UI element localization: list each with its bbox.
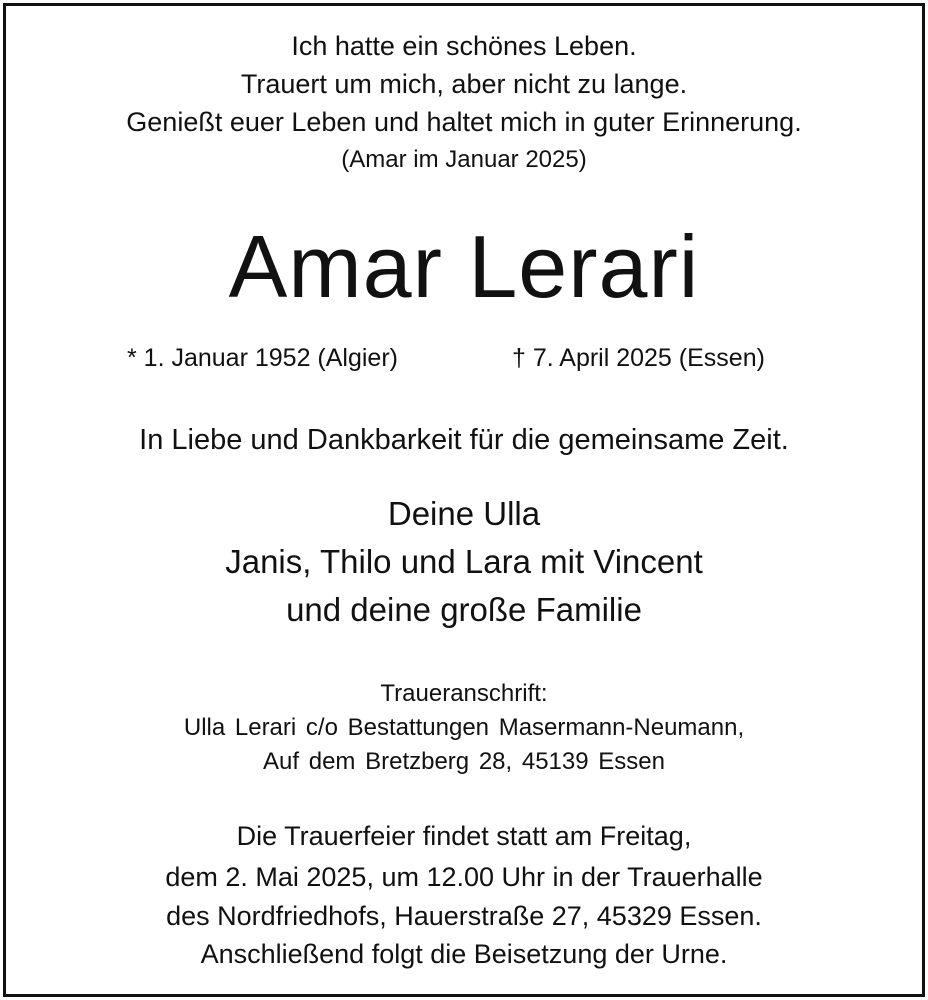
address-line-2: Auf dem Bretzberg 28, 45139 Essen (263, 748, 665, 775)
ceremony-line-1: Die Trauerfeier findet statt am Freitag, (236, 821, 692, 851)
address-heading: Traueranschrift: (380, 680, 548, 707)
poem-line-2: Trauert um mich, aber nicht zu lange. (240, 69, 688, 99)
ceremony-line-4: Anschließend folgt die Beisetzung der Urne. (200, 939, 728, 969)
poem-line-1: Ich hatte ein schönes Leben. (291, 31, 637, 61)
birth-date: * 1. Januar 1952 (Algier) (127, 344, 398, 372)
ceremony-line-3: des Nordfriedhofs, Hauerstraße 27, 45329 Essen. (166, 901, 762, 931)
family-line-1: Deine Ulla (387, 495, 541, 532)
address-line-1: Ulla Lerari c/o Bestattungen Masermann-Neumann, (183, 714, 745, 741)
poem-signature: (Amar im Januar 2025) (341, 146, 587, 173)
ceremony-line-2: dem 2. Mai 2025, um 12.00 Uhr in der Trauerhalle (165, 862, 763, 892)
family-line-3: und deine große Familie (286, 591, 642, 628)
deceased-name: Amar Lerari (228, 217, 700, 316)
poem-line-3: Genießt euer Leben und haltet mich in guter Erinnerung. (126, 107, 802, 137)
death-date: † 7. April 2025 (Essen) (512, 344, 765, 372)
dedication-text: In Liebe und Dankbarkeit für die gemeinsame Zeit. (139, 424, 789, 456)
family-line-2: Janis, Thilo und Lara mit Vincent (225, 543, 703, 580)
